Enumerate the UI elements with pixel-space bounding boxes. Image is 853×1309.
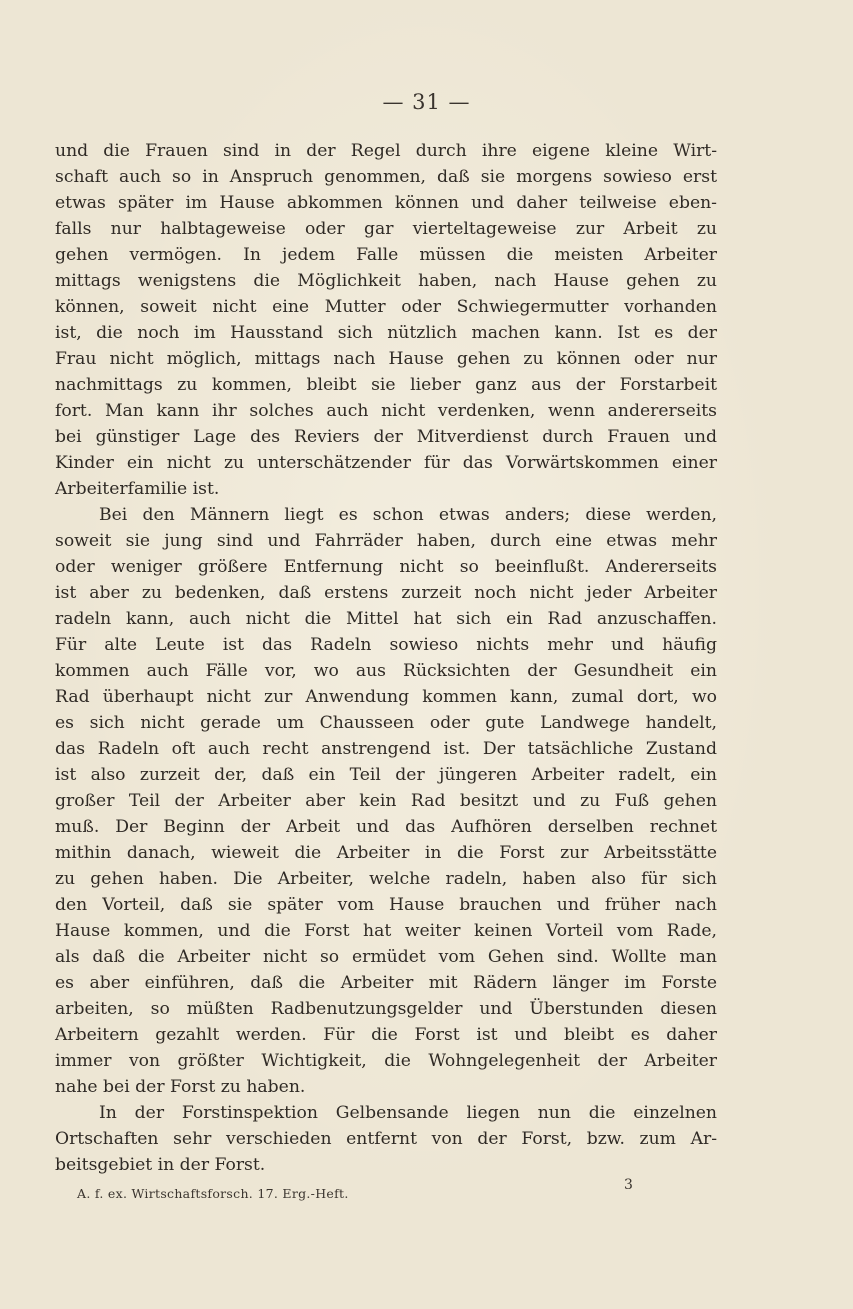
text-line: Für alte Leute ist das Radeln sowieso nichts mehr und häufig: [55, 635, 717, 655]
text-line: bei günstiger Lage des Reviers der Mitverdienst durch Frauen und: [55, 427, 717, 447]
journal-footnote: A. f. ex. Wirtschaftsforsch. 17. Erg.-Heft.: [77, 1186, 349, 1201]
text-line: fort. Man kann ihr solches auch nicht verdenken, wenn andererseits: [55, 401, 717, 421]
signature-mark: 3: [624, 1177, 633, 1193]
text-line: immer von größter Wichtigkeit, die Wohngelegenheit der Arbeiter: [55, 1051, 717, 1071]
text-line: Frau nicht möglich, mittags nach Hause gehen zu können oder nur: [55, 349, 717, 369]
text-line: Rad überhaupt nicht zur Anwendung kommen kann, zumal dort, wo: [55, 687, 717, 707]
text-line: nahe bei der Forst zu haben.: [55, 1077, 306, 1097]
text-line: muß. Der Beginn der Arbeit und das Aufhören derselben rechnet: [55, 817, 717, 837]
text-line: ist also zurzeit der, daß ein Teil der jüngeren Arbeiter radelt, ein: [55, 765, 717, 785]
text-line: Ortschaften sehr verschieden entfernt von der Forst, bzw. zum Ar-: [55, 1129, 717, 1149]
text-line: nachmittags zu kommen, bleibt sie lieber ganz aus der Forstarbeit: [55, 375, 717, 395]
page-number: — 31 —: [382, 90, 471, 114]
text-line: es aber einführen, daß die Arbeiter mit Rädern länger im Forste: [55, 973, 717, 993]
text-line: als daß die Arbeiter nicht so ermüdet vom Gehen sind. Wollte man: [55, 947, 717, 967]
text-line: zu gehen haben. Die Arbeiter, welche radeln, haben also für sich: [55, 869, 717, 889]
text-line: können, soweit nicht eine Mutter oder Schwiegermutter vorhanden: [55, 297, 717, 317]
text-line: schaft auch so in Anspruch genommen, daß sie morgens sowieso erst: [55, 167, 717, 187]
text-line: In der Forstinspektion Gelbensande liegen nun die einzelnen: [99, 1103, 717, 1123]
text-line: ist aber zu bedenken, daß erstens zurzeit noch nicht jeder Arbeiter: [55, 583, 717, 603]
text-line: radeln kann, auch nicht die Mittel hat sich ein Rad anzuschaffen.: [55, 609, 717, 629]
text-line: oder weniger größere Entfernung nicht so beeinflußt. Andererseits: [55, 557, 717, 577]
text-line: mittags wenigstens die Möglichkeit haben, nach Hause gehen zu: [55, 271, 717, 291]
text-line: großer Teil der Arbeiter aber kein Rad besitzt und zu Fuß gehen: [55, 791, 717, 811]
text-line: Arbeitern gezahlt werden. Für die Forst ist und bleibt es daher: [55, 1025, 717, 1045]
text-line: gehen vermögen. In jedem Falle müssen die meisten Arbeiter: [55, 245, 717, 265]
text-line: arbeiten, so müßten Radbenutzungsgelder und Überstunden diesen: [55, 999, 717, 1019]
text-line: etwas später im Hause abkommen können und daher teilweise eben-: [55, 193, 717, 213]
text-line: es sich nicht gerade um Chausseen oder gute Landwege handelt,: [55, 713, 717, 733]
text-line: Bei den Männern liegt es schon etwas anders; diese werden,: [99, 505, 717, 525]
text-line: soweit sie jung sind und Fahrräder haben, durch eine etwas mehr: [55, 531, 717, 551]
text-line: ist, die noch im Hausstand sich nützlich machen kann. Ist es der: [55, 323, 717, 343]
text-line: Hause kommen, und die Forst hat weiter keinen Vorteil vom Rade,: [55, 921, 717, 941]
text-line: mithin danach, wieweit die Arbeiter in die Forst zur Arbeitsstätte: [55, 843, 717, 863]
text-line: Kinder ein nicht zu unterschätzender für das Vorwärtskommen einer: [55, 453, 717, 473]
text-line: Arbeiterfamilie ist.: [55, 479, 220, 499]
text-line: den Vorteil, daß sie später vom Hause brauchen und früher nach: [55, 895, 717, 915]
text-line: falls nur halbtageweise oder gar vierteltageweise zur Arbeit zu: [55, 219, 717, 239]
body-text: [55, 138, 717, 1178]
text-line: das Radeln oft auch recht anstrengend ist. Der tatsächliche Zustand: [55, 739, 717, 759]
text-line: und die Frauen sind in der Regel durch ihre eigene kleine Wirt-: [55, 141, 717, 161]
text-line: kommen auch Fälle vor, wo aus Rücksichten der Gesundheit ein: [55, 661, 717, 681]
text-line: beitsgebiet in der Forst.: [55, 1155, 266, 1175]
